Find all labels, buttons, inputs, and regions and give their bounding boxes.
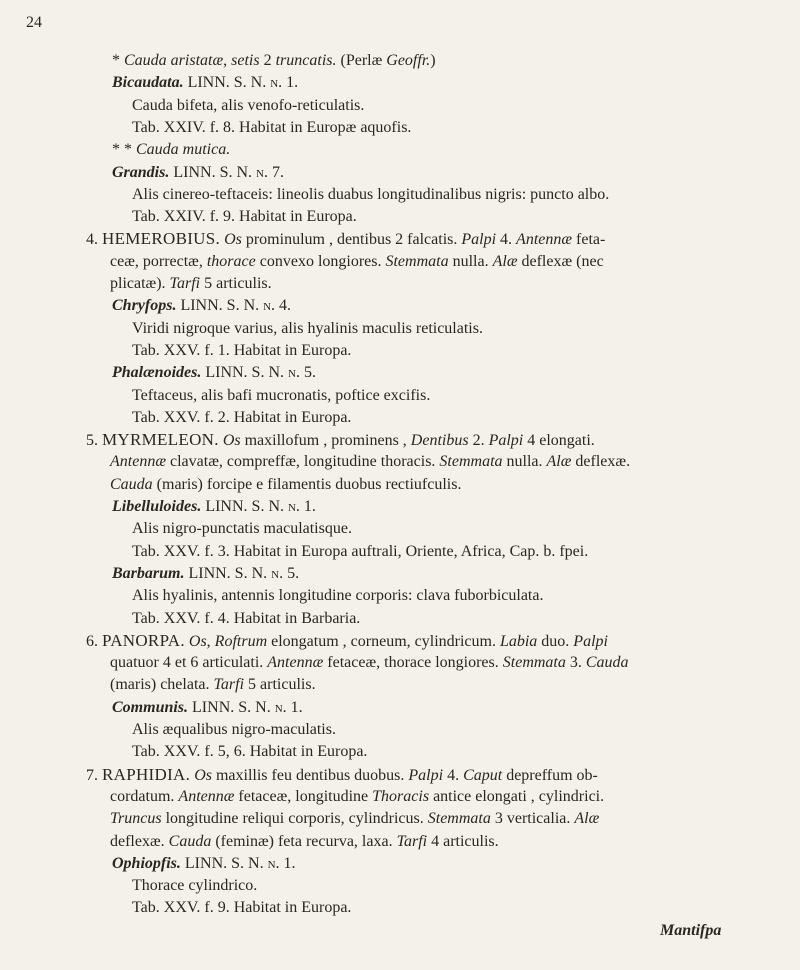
text-line bbox=[86, 630, 608, 653]
text-segment: convexo longiores. bbox=[255, 252, 386, 270]
catchword bbox=[660, 920, 721, 942]
text-segment: LINN. S. N. n. 5. bbox=[201, 364, 316, 382]
text-line bbox=[112, 563, 299, 585]
text-segment: , bbox=[223, 52, 232, 69]
text-line bbox=[132, 897, 351, 919]
text-segment: Thorace cylindrico. bbox=[132, 877, 258, 895]
text-segment: Communis. bbox=[112, 698, 189, 716]
text-segment: 4. bbox=[86, 231, 102, 249]
text-segment: Cauda bbox=[110, 475, 153, 493]
text-segment: RAPHIDIA. bbox=[102, 764, 191, 784]
text-segment: nulla. bbox=[502, 453, 547, 471]
text-line bbox=[112, 362, 316, 384]
text-segment: Cauda bbox=[585, 654, 629, 672]
text-line bbox=[112, 853, 296, 875]
text-segment: duo. bbox=[537, 632, 574, 650]
text-segment: Phalænoides. bbox=[112, 364, 202, 382]
text-segment: Os bbox=[222, 432, 241, 450]
text-segment: Tab. XXV. f. 4. Habitat in Barbaria. bbox=[132, 609, 361, 627]
text-line bbox=[132, 518, 352, 540]
text-segment: 4 elongati. bbox=[523, 432, 595, 450]
text-segment: Cauda aristatæ bbox=[124, 52, 224, 69]
text-segment: (maris) forcipe e filamentis duobus rectiufculis. bbox=[152, 475, 462, 493]
text-line bbox=[110, 474, 461, 496]
text-segment: LINN. S. N. n. 1. bbox=[180, 854, 296, 872]
text-line bbox=[112, 697, 303, 719]
text-segment: Cauda bifeta, alis venofo-reticulatis. bbox=[132, 96, 365, 114]
text-segment: Tab. XXV. f. 1. Habitat in Europa. bbox=[132, 341, 352, 359]
text-segment: LINN. S. N. n. 7. bbox=[169, 163, 284, 181]
text-segment: 2 bbox=[259, 52, 276, 69]
text-segment: Palpi bbox=[461, 231, 497, 249]
text-segment: Mantifpa bbox=[660, 921, 722, 939]
text-segment: Stemmata bbox=[427, 810, 491, 828]
text-segment: * bbox=[112, 52, 124, 69]
text-segment: Tab. XXV. f. 9. Habitat in Europa. bbox=[132, 899, 352, 917]
text-line bbox=[132, 117, 411, 139]
text-segment: Tab. XXV. f. 3. Habitat in Europa auftrali, Oriente, Africa, Cap. b. fpei. bbox=[132, 542, 589, 560]
text-segment: Antennæ bbox=[516, 231, 573, 249]
text-segment: plicatæ). bbox=[110, 275, 170, 292]
text-line bbox=[110, 652, 629, 674]
text-segment: Labia bbox=[499, 632, 538, 650]
text-segment: quatuor 4 et 6 articulati. bbox=[110, 654, 268, 672]
text-line bbox=[110, 831, 499, 853]
text-line bbox=[110, 273, 272, 295]
text-segment: 4 articulis. bbox=[427, 832, 499, 850]
text-segment: Truncus bbox=[110, 810, 162, 828]
text-segment: longitudine reliqui corporis, cylindricus. bbox=[161, 810, 428, 828]
text-segment: antice elongati , cylindrici. bbox=[429, 787, 605, 805]
text-line bbox=[86, 764, 598, 787]
text-segment: 2. bbox=[468, 432, 489, 450]
text-segment: Viridi nigroque varius, alis hyalinis maculis reticulatis. bbox=[132, 319, 483, 337]
text-line bbox=[110, 786, 604, 808]
text-segment: * * bbox=[112, 141, 136, 159]
text-segment: maxillofum , prominens , bbox=[240, 432, 411, 450]
text-segment: deflexæ (nec bbox=[517, 252, 604, 270]
page-number: 24 bbox=[26, 14, 42, 31]
text-segment: Os bbox=[194, 766, 212, 784]
text-segment: 3. bbox=[565, 654, 586, 672]
text-segment: cordatum. bbox=[110, 787, 179, 805]
text-segment: (maris) chelata. bbox=[110, 676, 214, 694]
text-segment: maxillis feu dentibus duobus. bbox=[211, 766, 409, 784]
text-segment: 6. bbox=[86, 632, 102, 650]
text-segment: Alis cinereo-teftaceis: lineolis duabus longitudinalibus nigris: puncto albo. bbox=[132, 185, 610, 203]
text-segment: (feminæ) feta recurva, laxa. bbox=[211, 832, 397, 850]
text-segment: Cauda bbox=[168, 832, 212, 850]
text-segment: Stemmata bbox=[502, 654, 566, 672]
text-segment: ceæ, porrectæ, bbox=[110, 252, 207, 270]
text-segment: Thoracis bbox=[372, 787, 430, 805]
text-segment: Ophiopfis. bbox=[112, 854, 181, 872]
text-segment: Os bbox=[224, 231, 242, 249]
text-line bbox=[112, 72, 298, 94]
text-line bbox=[132, 585, 543, 607]
text-segment: setis bbox=[231, 52, 260, 69]
text-segment: truncatis. bbox=[275, 52, 337, 69]
text-segment: ) bbox=[430, 52, 436, 69]
text-segment: Tab. XXV. f. 2. Habitat in Europa. bbox=[132, 408, 352, 426]
text-segment: Caput bbox=[463, 766, 503, 784]
text-segment: depreffum ob- bbox=[502, 766, 598, 784]
text-line bbox=[110, 451, 630, 473]
text-segment: Cauda mutica. bbox=[136, 141, 231, 159]
text-line bbox=[112, 295, 291, 317]
text-segment: Tab. XXIV. f. 9. Habitat in Europa. bbox=[132, 208, 357, 226]
text-segment: Alæ bbox=[574, 810, 600, 828]
text-segment: 5. bbox=[86, 432, 102, 450]
text-segment: thorace bbox=[206, 252, 256, 270]
text-segment: elongatum , corneum, cylindricum. bbox=[267, 632, 500, 650]
text-line bbox=[132, 340, 351, 362]
text-segment: Libelluloides. bbox=[112, 498, 202, 515]
text-line bbox=[132, 385, 430, 407]
text-segment: 3 verticalia. bbox=[490, 810, 575, 828]
text-segment: Os bbox=[188, 632, 207, 650]
text-segment: 7. bbox=[86, 766, 102, 784]
text-segment: Grandis. bbox=[112, 163, 170, 181]
text-segment: Tab. XXV. f. 5, 6. Habitat in Europa. bbox=[132, 743, 368, 761]
text-segment: Antennæ bbox=[267, 654, 324, 672]
text-segment: Barbarum. bbox=[112, 564, 185, 582]
text-segment: Palpi bbox=[573, 632, 608, 650]
text-segment: Palpi bbox=[488, 432, 524, 450]
text-line bbox=[132, 95, 364, 117]
text-segment: Teftaceus, alis bafi mucronatis, poftice excifis. bbox=[132, 386, 431, 404]
text-segment: 4. bbox=[496, 231, 517, 249]
text-line bbox=[132, 184, 609, 206]
text-segment: fetaceæ, thorace longiores. bbox=[323, 654, 503, 672]
text-segment: Alis nigro-punctatis maculatisque. bbox=[132, 520, 352, 538]
text-segment: HEMEROBIUS. bbox=[102, 229, 221, 249]
text-segment: (Perlæ bbox=[336, 52, 387, 69]
text-line bbox=[86, 228, 605, 251]
text-segment: Alæ bbox=[546, 453, 572, 471]
text-segment: LINN. S. N. n. 5. bbox=[184, 564, 300, 582]
text-segment: LINN. S. N. n. 4. bbox=[176, 297, 292, 315]
text-line bbox=[132, 719, 336, 741]
text-segment: Alæ bbox=[492, 252, 518, 270]
text-segment: Dentibus bbox=[410, 432, 469, 450]
text-segment: Alis æqualibus nigro-maculatis. bbox=[132, 721, 336, 738]
text-segment: Palpi bbox=[408, 766, 444, 784]
text-segment: fetaceæ, longitudine bbox=[234, 787, 373, 805]
text-segment: Stemmata bbox=[439, 453, 503, 471]
text-line bbox=[132, 407, 351, 429]
text-line bbox=[132, 741, 367, 763]
text-segment: prominulum , dentibus 2 falcatis. bbox=[241, 231, 462, 249]
text-segment: feta- bbox=[572, 231, 606, 249]
text-segment: Tarfi bbox=[396, 832, 428, 850]
text-segment: LINN. S. N. n. 1. bbox=[188, 698, 303, 716]
text-line bbox=[110, 251, 604, 273]
text-line bbox=[112, 162, 284, 184]
text-segment: nulla. bbox=[448, 252, 493, 270]
text-segment: Bicaudata. bbox=[112, 74, 184, 92]
text-segment: deflexæ. bbox=[110, 832, 169, 850]
text-line bbox=[112, 496, 316, 518]
text-segment: 5 articulis. bbox=[200, 275, 272, 292]
text-line bbox=[132, 608, 360, 630]
text-segment: PANORPA. bbox=[102, 630, 185, 650]
text-line bbox=[132, 206, 357, 228]
text-segment: LINN. S. N. n. 1. bbox=[201, 498, 316, 515]
text-segment: Geoffr. bbox=[386, 52, 431, 69]
text-segment: Roftrum bbox=[214, 632, 268, 650]
text-segment: 5 articulis. bbox=[244, 676, 316, 694]
text-segment: Antennæ bbox=[110, 453, 166, 471]
text-line bbox=[112, 50, 436, 72]
text-segment: clavatæ, compreffæ, longitudine thoracis. bbox=[166, 453, 440, 471]
text-segment: Tarfi bbox=[213, 676, 245, 694]
text-segment: , bbox=[206, 632, 215, 650]
text-segment: 4. bbox=[443, 766, 464, 784]
text-line bbox=[132, 541, 588, 563]
text-segment: Alis hyalinis, antennis longitudine corporis: clava fuborbiculata. bbox=[132, 587, 544, 605]
text-segment: Antennæ bbox=[178, 787, 235, 805]
text-segment: Tarfi bbox=[169, 275, 201, 292]
text-line bbox=[110, 674, 316, 696]
text-segment: deflexæ. bbox=[571, 453, 631, 471]
text-line bbox=[86, 429, 595, 452]
text-line bbox=[110, 808, 599, 830]
text-segment: Tab. XXIV. f. 8. Habitat in Europæ aquofis. bbox=[132, 118, 412, 136]
text-segment: Stemmata bbox=[385, 252, 449, 270]
text-segment: LINN. S. N. n. 1. bbox=[183, 74, 299, 92]
text-line bbox=[132, 318, 483, 340]
text-line bbox=[112, 139, 230, 161]
text-segment: MYRMELEON. bbox=[102, 430, 219, 450]
text-segment: Chryfops. bbox=[112, 297, 177, 315]
text-line bbox=[132, 875, 257, 897]
